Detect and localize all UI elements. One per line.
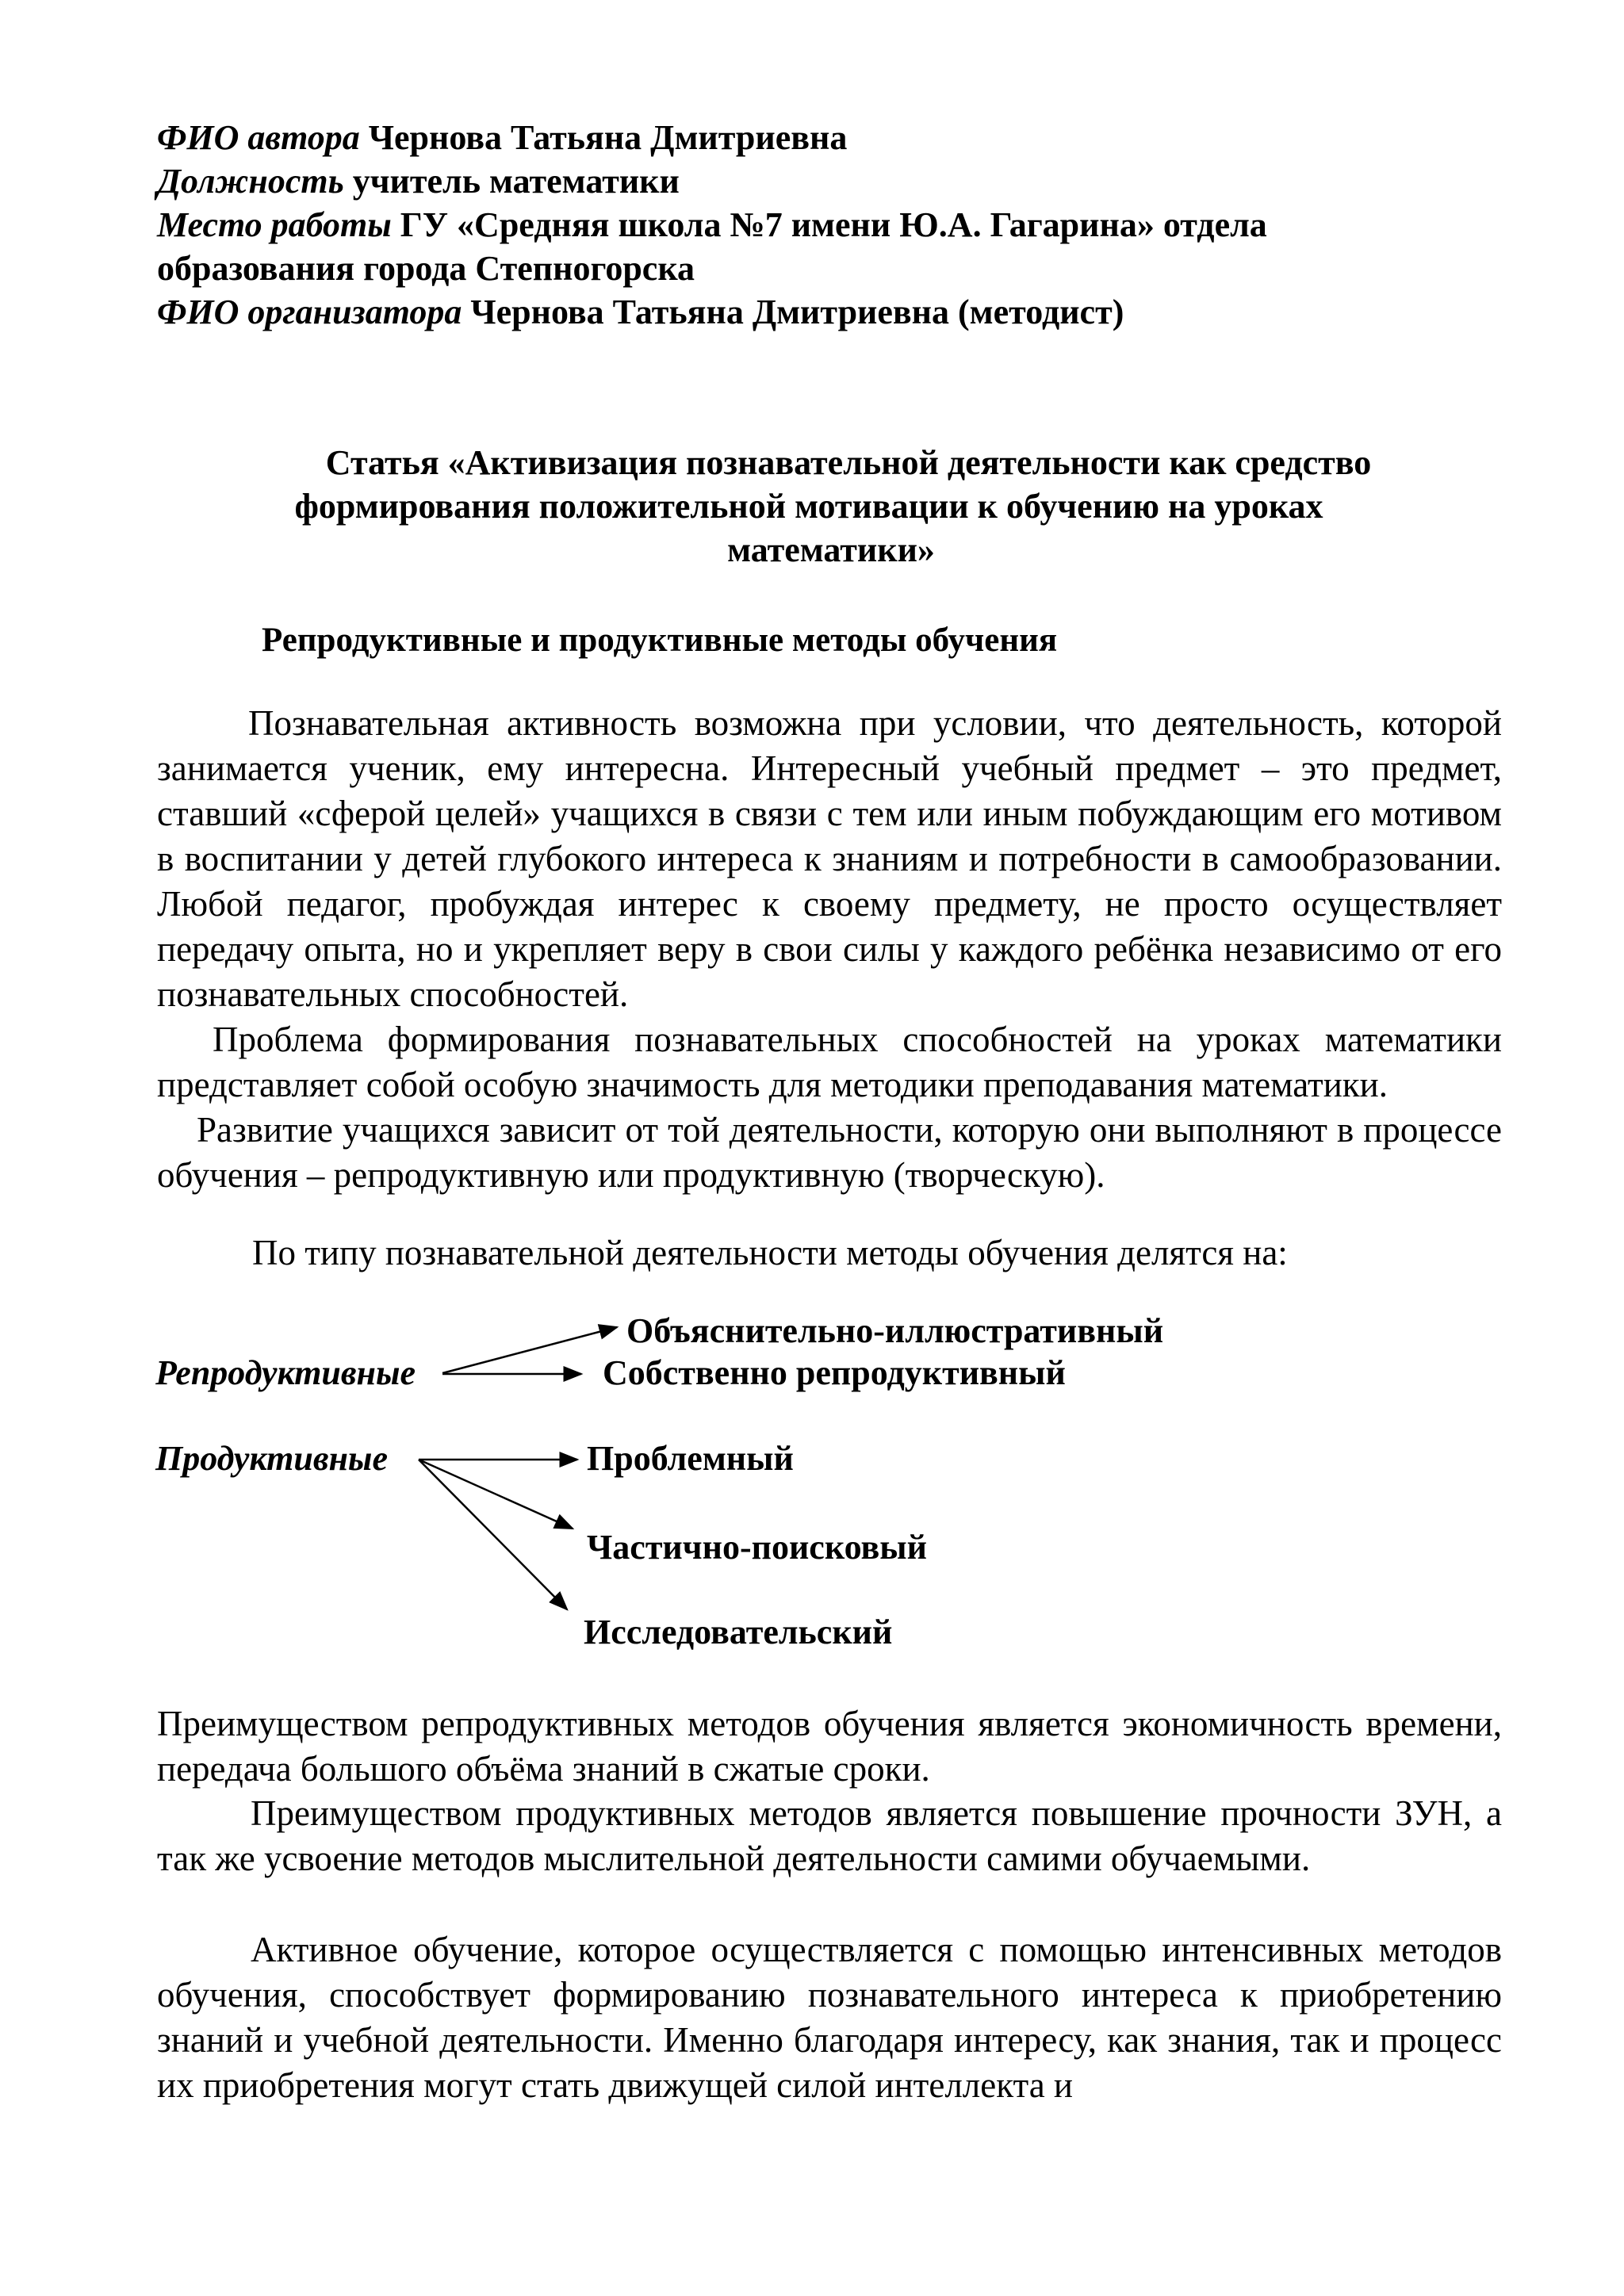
arrow-to-explanatory xyxy=(442,1327,617,1373)
paragraph-2: Проблема формирования познавательных способностей на уроках математики представляет собой особую значимость для методики преподавания математики. xyxy=(157,1020,1502,1104)
diagram-reproductive: Репродуктивные xyxy=(155,1353,416,1392)
organizer-label: ФИО организатора xyxy=(157,293,462,331)
author-label: ФИО автора xyxy=(157,118,360,157)
diagram-partial-search: Частично-поисковый xyxy=(587,1528,927,1567)
diagram-productive: Продуктивные xyxy=(155,1439,388,1478)
paragraph-4: По типу познавательной деятельности методы обучения делятся на: xyxy=(252,1233,1288,1272)
paragraph-5: Преимуществом репродуктивных методов обучения является экономичность времени, передача большого объёма знаний в сжатые сроки. xyxy=(157,1704,1502,1789)
author-value: Чернова Татьяна Дмитриевна xyxy=(368,118,848,157)
article-title-line1: Статья «Активизация познавательной деятельности как средство xyxy=(325,443,1372,482)
diagram-research: Исследовательский xyxy=(584,1613,893,1651)
arrow-to-partial-search xyxy=(419,1460,573,1529)
section-title: Репродуктивные и продуктивные методы обучения xyxy=(262,622,1058,659)
paragraph-3: Развитие учащихся зависит от той деятельности, которую они выполняют в процессе обучения – репродуктивную или продуктивную (творческую). xyxy=(157,1110,1502,1195)
paragraph-1: Познавательная активность возможна при условии, что деятельность, которой занимается ученик, ему интересна. Интересный учебный предмет – это предмет, ставший «сферой целей» учащихся в связи с тем или иным побуждающим его мотивом в воспитании у детей глубокого интереса к знаниям и потребности в самообразовании. Любой педагог, пробуждая интерес к своему предмету, не просто осуществляет передачу опыта, но и укрепляет веру в свои силы у каждого ребёнка независимо от его познавательных способностей. xyxy=(157,703,1502,1014)
diagram-explanatory: Объяснительно-иллюстративный xyxy=(626,1311,1164,1350)
position-label: Должность xyxy=(157,162,344,201)
workplace-value-line1: ГУ «Средняя школа №7 имени Ю.А. Гагарина» отдела xyxy=(400,205,1267,244)
position-value: учитель математики xyxy=(352,162,680,201)
diagram-problem: Проблемный xyxy=(587,1439,794,1478)
article-title-line3: математики» xyxy=(727,530,935,569)
organizer-value: Чернова Татьяна Дмитриевна (методист) xyxy=(470,293,1124,331)
paragraph-7: Активное обучение, которое осуществляется с помощью интенсивных методов обучения, способствует формированию познавательного интереса к приобретению знаний и учебной деятельности. Именно благодаря интересу, как знания, так и процесс их приобретения могут стать движущей силой интеллекта и xyxy=(157,1930,1502,2105)
paragraph-6: Преимуществом продуктивных методов является повышение прочности ЗУН, а так же усвоение методов мыслительной деятельности самими обучаемыми. xyxy=(157,1793,1502,1878)
article-title-line2: формирования положительной мотивации к обучению на уроках xyxy=(294,487,1323,526)
diagram-proper-reproductive: Собственно репродуктивный xyxy=(603,1353,1066,1392)
arrow-to-research xyxy=(419,1460,567,1609)
workplace-label: Место работы xyxy=(157,205,392,244)
workplace-value-line2: образования города Степногорска xyxy=(157,249,695,288)
